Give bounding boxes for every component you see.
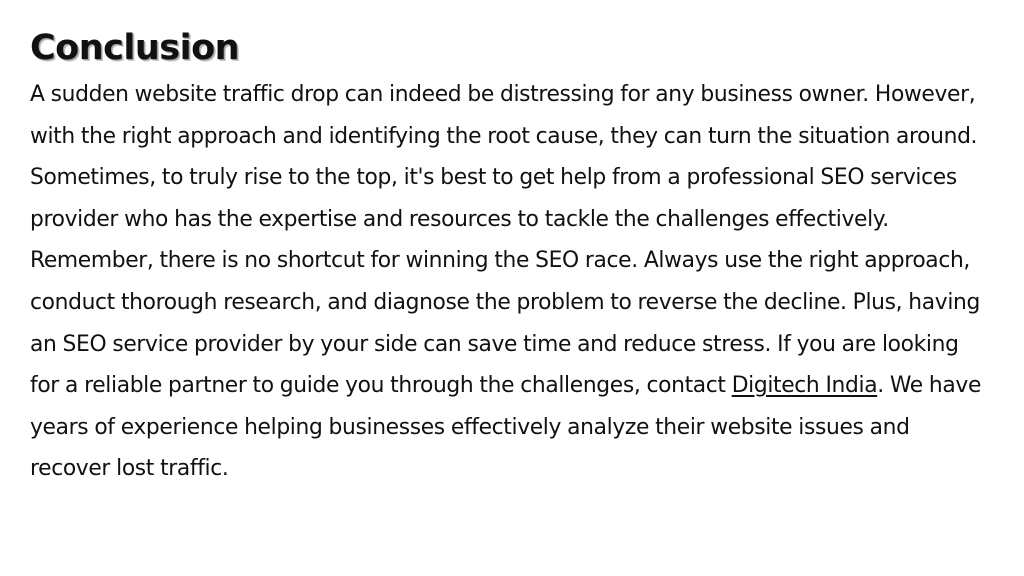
conclusion-paragraph bbox=[30, 74, 990, 490]
page-title: Conclusion bbox=[30, 28, 240, 68]
digitech-india-link[interactable]: Digitech India bbox=[731, 373, 878, 399]
paragraph-text-after-link: . We have years of experience helping businesses effectively analyze their website issues and recover lost traffic. bbox=[30, 373, 982, 482]
paragraph-text-before-link: A sudden website traffic drop can indeed be distressing for any business owner. However, with the right approach and identifying the root cause, they can turn the situation around. Sometimes, to truly rise to the top, it's best to get help from a professional SEO services provider who has the expertise and resources to tackle the challenges effectively. Remember, there is no shortcut for winning the SEO race. Always use the right approach, conduct thorough research, and diagnose the problem to reverse the decline. Plus, having an SEO service provider by your side can save time and reduce stress. If you are looking for a reliable partner to guide you through the challenges, contact bbox=[30, 82, 980, 399]
